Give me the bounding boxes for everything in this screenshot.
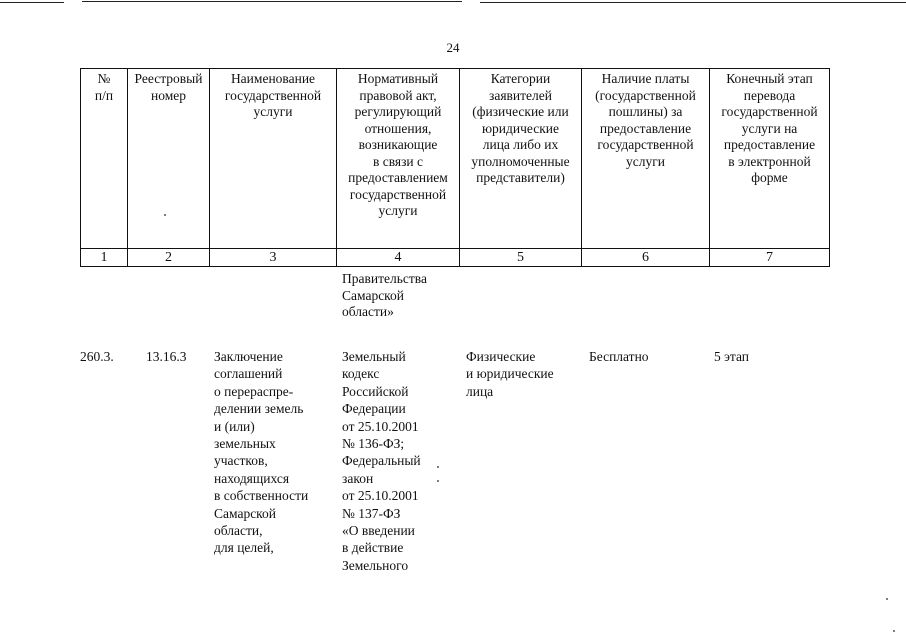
column-number-cell: 4 (337, 249, 460, 267)
legal-act-line: от 25.10.2001 (342, 488, 419, 504)
scan-edge-line (0, 2, 64, 3)
scan-speck (437, 466, 439, 468)
final-stage: 5 этап (714, 349, 750, 364)
legal-act-line: Земельного (342, 557, 409, 573)
column-header-line: перевода (743, 87, 796, 103)
legal-act-line: Российской (342, 383, 409, 399)
column-header-line: регулирующий (354, 104, 442, 119)
column-header-line: услуги (378, 203, 418, 218)
column-number-cell: 5 (460, 249, 582, 267)
scan-speck (437, 480, 439, 482)
column-header-line: Категории (490, 71, 551, 86)
column-header-line: услуги на (741, 120, 798, 136)
service-name-line: находящихся (214, 470, 290, 486)
column-header-line: лица либо их (482, 137, 559, 152)
column-header-3 (210, 69, 337, 249)
legal-act-line: № 137-ФЗ (342, 505, 401, 521)
column-header-line: Наличие платы (601, 71, 690, 86)
column-header-line: Наименование (230, 71, 316, 86)
service-name-line: для целей, (214, 540, 274, 556)
continuation-line: Правительства (342, 271, 427, 286)
service-name (214, 348, 308, 557)
legal-act-line: от 25.10.2001 (342, 418, 419, 434)
legal-act-line: № 136-ФЗ; (342, 436, 405, 452)
column-number-cell: 7 (710, 249, 830, 267)
column-header-line: государственной (224, 87, 322, 103)
column-header-line: форме (751, 170, 788, 185)
column-header-line: услуги (626, 153, 665, 169)
column-header-line: Реестровый (134, 71, 203, 86)
column-number-cell: 6 (582, 249, 710, 267)
scan-edge-line (480, 2, 906, 3)
scan-edge-line (82, 1, 462, 2)
column-header-line: заявителей (489, 87, 552, 103)
legal-act-line: кодекс (342, 366, 380, 382)
service-name-line: соглашений (214, 366, 283, 382)
service-name-line: о перераспре- (214, 383, 294, 399)
scan-speck (893, 630, 895, 632)
fee: Бесплатно (589, 349, 649, 364)
column-header-row (81, 69, 830, 249)
column-header-line: № (97, 71, 111, 86)
column-header-line: юридические (481, 120, 560, 136)
column-header-5 (460, 69, 582, 249)
legal-act-line: закон (342, 470, 374, 486)
column-number-cell: 2 (128, 249, 210, 267)
applicant-line: и юридические (466, 366, 554, 382)
column-header-line: в связи с (372, 153, 424, 169)
service-name-line: участков, (214, 453, 268, 469)
column-header-line: (физические или (472, 104, 569, 119)
column-header-line: уполномоченные (471, 153, 570, 169)
column-header-line: государственной (597, 137, 694, 152)
column-number-cell: 3 (210, 249, 337, 267)
column-number-cell: 1 (81, 249, 128, 267)
column-header-line: возникающие (358, 137, 438, 152)
applicant-line: лица (466, 383, 494, 399)
service-name-line: Заключение (214, 349, 283, 364)
legal-act (342, 348, 421, 574)
service-name-line: земельных (214, 436, 276, 452)
legal-act-line: «О введении (342, 523, 415, 539)
column-header-line: п/п (94, 87, 114, 103)
column-header-line: предоставлением (348, 170, 448, 185)
column-header-line: правовой акт, (359, 87, 437, 103)
continuation-text (342, 271, 427, 321)
page-number: 24 (446, 40, 460, 55)
column-header-line: Конечный этап (726, 71, 813, 86)
column-header-line: предоставление (723, 137, 816, 152)
column-header-line: (государственной (595, 87, 696, 103)
column-header-line: Нормативный (357, 71, 439, 86)
column-header-7 (710, 69, 830, 249)
continuation-line: области» (342, 304, 394, 319)
column-header-line: услуги (253, 104, 293, 119)
column-header-line: представители) (476, 170, 565, 185)
column-header-6 (582, 69, 710, 249)
legal-act-line: в действие (342, 540, 404, 556)
scan-speck (886, 598, 888, 600)
column-header-line: номер (150, 87, 186, 103)
applicant-categories (466, 348, 554, 400)
column-header-line: отношения, (364, 120, 432, 136)
column-header-1 (81, 69, 128, 249)
service-name-line: делении земель (214, 401, 304, 417)
column-header-4 (337, 69, 460, 249)
column-header-line: предоставление (599, 120, 692, 136)
service-name-line: и (или) (214, 418, 255, 434)
column-header-line: в электронной (728, 153, 811, 169)
column-header-line: государственной (721, 104, 818, 119)
column-header-2 (128, 69, 210, 249)
column-number-row (81, 249, 830, 267)
continuation-line: Самарской (342, 287, 405, 303)
column-header-line: государственной (349, 186, 447, 202)
scan-speck (164, 214, 166, 216)
legal-act-line: Федеральный (342, 453, 421, 469)
legal-act-line: Земельный (342, 349, 406, 364)
register-table-header (80, 68, 830, 267)
column-header-line: пошлины) за (608, 104, 683, 119)
applicant-line: Физические (466, 349, 536, 364)
service-name-line: области, (214, 523, 263, 539)
legal-act-line: Федерации (342, 401, 406, 417)
row-number: 260.3. (80, 349, 114, 364)
service-name-line: в собственности (214, 488, 309, 504)
service-name-line: Самарской (214, 505, 277, 521)
registry-number: 13.16.3 (146, 349, 187, 364)
